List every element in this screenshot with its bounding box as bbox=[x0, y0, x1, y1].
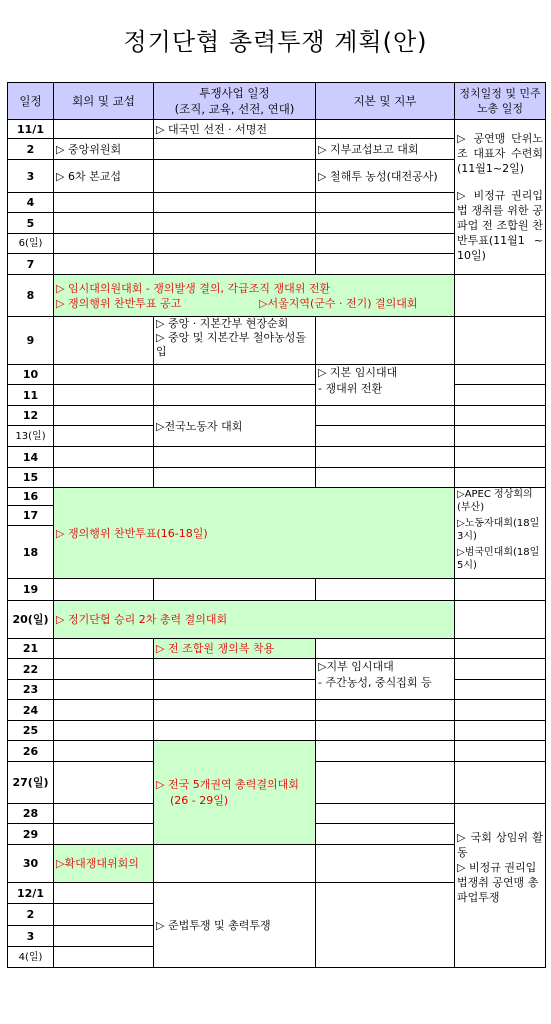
schedule-table bbox=[7, 82, 546, 968]
meeting-cell bbox=[54, 762, 154, 804]
header-row bbox=[8, 83, 546, 120]
page-title: 정기단협 총력투쟁 계획(안) bbox=[123, 28, 428, 56]
meeting-cell bbox=[54, 234, 154, 254]
date-cell: 3 bbox=[8, 160, 54, 193]
branch-cell bbox=[316, 762, 455, 804]
date-cell: 8 bbox=[8, 275, 54, 317]
branch-cell bbox=[316, 741, 455, 762]
branch-cell bbox=[316, 639, 455, 659]
branch-cell bbox=[316, 193, 455, 213]
meeting-cell: ▷ 중앙위원회 bbox=[54, 139, 154, 160]
event-text: ▷ 중앙 및 지본간부 철야농성돌입 bbox=[156, 331, 306, 358]
politics-item: ▷노동자대회(18일 3시) bbox=[457, 518, 540, 542]
table-row bbox=[8, 639, 546, 659]
highlight-cell bbox=[54, 275, 455, 317]
event-text: ▷ 지본 임시대대 bbox=[318, 366, 398, 379]
event-text: ▷ 전국 5개권역 총력결의대회 bbox=[156, 777, 299, 791]
meeting-cell bbox=[54, 385, 154, 406]
date-cell: 23 bbox=[8, 680, 54, 700]
table-row bbox=[8, 385, 546, 406]
date-cell: 6(일) bbox=[8, 234, 54, 254]
meeting-cell: ▷확대쟁대위회의 bbox=[54, 845, 154, 883]
project-cell bbox=[154, 680, 316, 700]
project-cell: ▷ 대국민 선전 · 서명전 bbox=[154, 120, 316, 139]
highlight-cell bbox=[154, 741, 316, 845]
project-cell bbox=[154, 365, 316, 385]
branch-cell bbox=[316, 468, 455, 488]
table-row bbox=[8, 365, 546, 385]
table-row bbox=[8, 721, 546, 741]
politics-cell bbox=[455, 762, 546, 804]
date-cell: 15 bbox=[8, 468, 54, 488]
politics-cell bbox=[455, 579, 546, 601]
header-branch: 지본 및 지부 bbox=[316, 83, 455, 120]
politics-cell bbox=[455, 426, 546, 447]
politics-item: ▷ 비정규 권리입법 쟁취를 위한 공파업 전 조합원 찬반투표(11월1 ~ 10일) bbox=[457, 189, 543, 262]
date-cell: 4 bbox=[8, 193, 54, 213]
project-cell bbox=[154, 317, 316, 365]
branch-cell bbox=[316, 721, 455, 741]
header-meeting: 회의 및 교섭 bbox=[54, 83, 154, 120]
meeting-cell bbox=[54, 883, 154, 904]
branch-cell bbox=[316, 845, 455, 883]
project-cell bbox=[154, 659, 316, 680]
politics-item: ▷APEC 정상회의(부산) bbox=[457, 489, 533, 513]
date-cell: 24 bbox=[8, 700, 54, 721]
project-cell bbox=[154, 845, 316, 883]
politics-cell bbox=[455, 700, 546, 721]
meeting-cell bbox=[54, 365, 154, 385]
politics-cell bbox=[455, 680, 546, 700]
politics-cell bbox=[455, 601, 546, 639]
date-cell: 20(일) bbox=[8, 601, 54, 639]
branch-cell: ▷ 철해투 농성(대전공사) bbox=[316, 160, 455, 193]
meeting-cell bbox=[54, 680, 154, 700]
branch-cell bbox=[316, 406, 455, 426]
date-cell: 7 bbox=[8, 254, 54, 275]
project-cell: ▷ 전 조합원 쟁의복 착용 bbox=[154, 639, 316, 659]
politics-cell bbox=[455, 120, 546, 275]
header-politics: 정치일정 및 민주노총 일정 bbox=[455, 83, 546, 120]
date-cell: 27(일) bbox=[8, 762, 54, 804]
meeting-cell bbox=[54, 659, 154, 680]
meeting-cell bbox=[54, 406, 154, 426]
date-cell: 19 bbox=[8, 579, 54, 601]
branch-cell bbox=[316, 426, 455, 447]
branch-cell bbox=[316, 234, 455, 254]
meeting-cell bbox=[54, 120, 154, 139]
politics-cell bbox=[455, 406, 546, 426]
meeting-cell bbox=[54, 741, 154, 762]
event-text bbox=[56, 296, 452, 311]
date-cell: 5 bbox=[8, 213, 54, 234]
meeting-cell bbox=[54, 468, 154, 488]
table-row bbox=[8, 579, 546, 601]
meeting-cell bbox=[54, 804, 154, 824]
meeting-cell bbox=[54, 254, 154, 275]
branch-cell bbox=[316, 213, 455, 234]
event-text-part: ▷서울지역(군수 · 전기) 결의대회 bbox=[259, 296, 418, 310]
date-cell: 29 bbox=[8, 824, 54, 845]
highlight-cell: ▷ 정기단협 승리 2차 총력 결의대회 bbox=[54, 601, 455, 639]
table-row bbox=[8, 680, 546, 700]
meeting-cell bbox=[54, 700, 154, 721]
highlight-cell: ▷ 쟁의행위 찬반투표(16-18일) bbox=[54, 488, 455, 579]
meeting-cell bbox=[54, 447, 154, 468]
date-cell: 11 bbox=[8, 385, 54, 406]
branch-cell bbox=[316, 120, 455, 139]
meeting-cell bbox=[54, 579, 154, 601]
date-cell: 22 bbox=[8, 659, 54, 680]
table-row bbox=[8, 741, 546, 762]
date-cell: 12/1 bbox=[8, 883, 54, 904]
politics-cell bbox=[455, 488, 546, 579]
branch-cell bbox=[316, 804, 455, 824]
project-cell bbox=[154, 721, 316, 741]
politics-item: ▷ 국회 상임위 활동 bbox=[457, 831, 543, 859]
table-row bbox=[8, 700, 546, 721]
branch-cell bbox=[316, 254, 455, 275]
meeting-cell bbox=[54, 213, 154, 234]
date-cell: 11/1 bbox=[8, 120, 54, 139]
date-cell: 4(일) bbox=[8, 947, 54, 968]
meeting-cell bbox=[54, 904, 154, 926]
project-cell bbox=[154, 139, 316, 160]
table-row bbox=[8, 317, 546, 365]
date-cell: 9 bbox=[8, 317, 54, 365]
politics-cell bbox=[455, 721, 546, 741]
date-cell: 13(일) bbox=[8, 426, 54, 447]
politics-cell bbox=[455, 659, 546, 680]
politics-cell bbox=[455, 317, 546, 365]
date-cell: 17 bbox=[8, 506, 54, 526]
table-row bbox=[8, 601, 546, 639]
header-project: 투쟁사업 일정 (조직, 교육, 선전, 연대) bbox=[154, 83, 316, 120]
meeting-cell bbox=[54, 317, 154, 365]
table-row bbox=[8, 275, 546, 317]
politics-cell bbox=[455, 385, 546, 406]
politics-item: ▷ 비정규 권리입법쟁취 공연맹 총파업투쟁 bbox=[457, 861, 539, 904]
project-cell bbox=[154, 160, 316, 193]
branch-cell bbox=[316, 824, 455, 845]
event-text: (26 - 29일) bbox=[170, 793, 229, 807]
header-date: 일정 bbox=[8, 83, 54, 120]
branch-cell bbox=[316, 579, 455, 601]
project-cell bbox=[154, 385, 316, 406]
date-cell: 18 bbox=[8, 526, 54, 579]
table-row bbox=[8, 488, 546, 506]
project-cell bbox=[154, 254, 316, 275]
politics-cell bbox=[455, 468, 546, 488]
date-cell: 14 bbox=[8, 447, 54, 468]
date-cell: 30 bbox=[8, 845, 54, 883]
event-text-part: ▷ 쟁의행위 찬반투표 공고 bbox=[56, 296, 182, 310]
date-cell: 3 bbox=[8, 926, 54, 947]
table-row bbox=[8, 659, 546, 680]
meeting-cell bbox=[54, 426, 154, 447]
project-cell: ▷전국노동자 대회 bbox=[154, 406, 316, 447]
politics-cell bbox=[455, 741, 546, 762]
project-cell bbox=[154, 447, 316, 468]
branch-cell bbox=[316, 700, 455, 721]
event-text: ▷지부 임시대대 bbox=[318, 660, 394, 673]
branch-cell: ▷ 지부교섭보고 대회 bbox=[316, 139, 455, 160]
branch-cell bbox=[316, 659, 455, 700]
project-cell bbox=[154, 468, 316, 488]
event-text: ▷ 중앙 · 지본간부 현장순회 bbox=[156, 317, 289, 330]
branch-cell bbox=[316, 447, 455, 468]
project-cell bbox=[154, 234, 316, 254]
meeting-cell bbox=[54, 926, 154, 947]
meeting-cell bbox=[54, 824, 154, 845]
meeting-cell bbox=[54, 721, 154, 741]
table-row bbox=[8, 468, 546, 488]
branch-cell bbox=[316, 317, 455, 365]
event-text: - 주간농성, 중식집회 등 bbox=[318, 676, 432, 689]
project-cell bbox=[154, 193, 316, 213]
meeting-cell bbox=[54, 639, 154, 659]
date-cell: 21 bbox=[8, 639, 54, 659]
date-cell: 2 bbox=[8, 904, 54, 926]
meeting-cell: ▷ 6차 본교섭 bbox=[54, 160, 154, 193]
branch-cell bbox=[316, 883, 455, 968]
date-cell: 28 bbox=[8, 804, 54, 824]
meeting-cell bbox=[54, 193, 154, 213]
date-cell: 2 bbox=[8, 139, 54, 160]
date-cell: 10 bbox=[8, 365, 54, 385]
project-cell bbox=[154, 213, 316, 234]
politics-cell bbox=[455, 365, 546, 385]
table-row bbox=[8, 406, 546, 426]
project-cell bbox=[154, 700, 316, 721]
table-row bbox=[8, 120, 546, 139]
event-text: ▷ 임시대의원대회 - 쟁의발생 결의, 각급조직 쟁대위 전환 bbox=[56, 281, 331, 295]
meeting-cell bbox=[54, 947, 154, 968]
date-cell: 12 bbox=[8, 406, 54, 426]
politics-item: ▷범국민대회(18일 5시) bbox=[457, 547, 540, 571]
table-row bbox=[8, 447, 546, 468]
branch-cell bbox=[316, 365, 455, 406]
politics-cell bbox=[455, 447, 546, 468]
politics-cell bbox=[455, 804, 546, 968]
date-cell: 26 bbox=[8, 741, 54, 762]
project-cell bbox=[154, 579, 316, 601]
politics-cell bbox=[455, 275, 546, 317]
project-cell: ▷ 준법투쟁 및 총력투쟁 bbox=[154, 883, 316, 968]
date-cell: 16 bbox=[8, 488, 54, 506]
politics-item: ▷ 공연맹 단위노조 대표자 수련회(11월1~2일) bbox=[457, 132, 543, 175]
event-text: - 쟁대위 전환 bbox=[318, 382, 383, 395]
politics-cell bbox=[455, 639, 546, 659]
date-cell: 25 bbox=[8, 721, 54, 741]
